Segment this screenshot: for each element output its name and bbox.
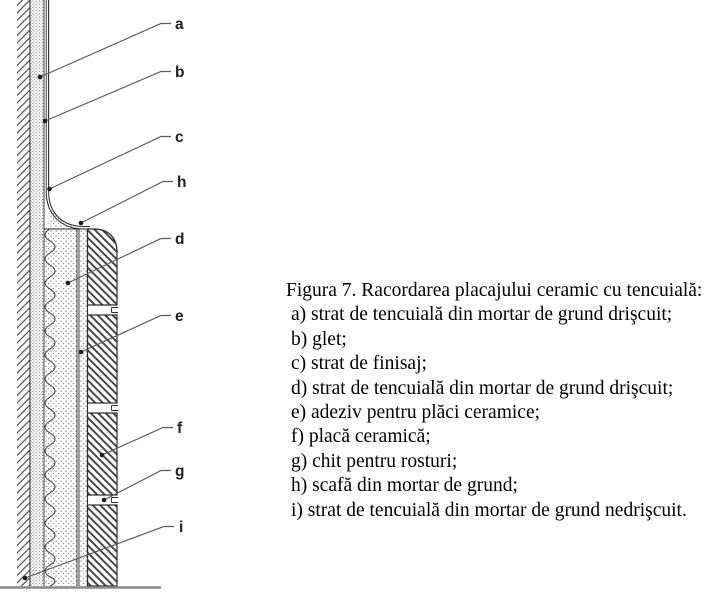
grout-joint-2: [112, 406, 119, 411]
legend-item-h: h) scafă din mortar de grund;: [291, 475, 518, 497]
legend-item-f: f) placă ceramică;: [291, 426, 431, 448]
legend-item-i: i) strat de tencuială din mortar de grund nedrişcuit.: [291, 499, 687, 521]
layer-e-adhesive: [79, 229, 88, 586]
legend-item-a: a) strat de tencuială din mortar de grund drişcuit;: [291, 304, 673, 326]
callout-letters: [175, 16, 186, 536]
figure-title: Figura 7. Racordarea placajului ceramic cu tencuială:: [286, 280, 703, 301]
leader-line-c: [50, 137, 172, 190]
callout-h: h: [177, 174, 187, 191]
grout-joint-3: [112, 498, 119, 503]
callout-g: g: [175, 463, 185, 480]
leader-dot-g: [102, 498, 107, 503]
leader-dot-d: [66, 281, 71, 286]
legend-item-d: d) strat de tencuială din mortar de grund drişcuit;: [291, 377, 674, 399]
leader-line-a: [40, 24, 171, 78]
legend-item-g: g) chit pentru rosturi;: [291, 450, 458, 472]
ceramic-tiles: [88, 229, 119, 586]
callout-a: a: [175, 16, 184, 33]
legend-item-b: b) glet;: [291, 328, 347, 350]
leader-dot-a: [38, 75, 43, 80]
leader-dot-b: [43, 119, 48, 124]
layer-base-plaster: [30, 0, 44, 586]
callout-e: e: [175, 308, 184, 325]
legend-item-c: c) strat de finisaj;: [291, 353, 427, 375]
callout-f: f: [177, 420, 183, 437]
leader-dot-i: [23, 576, 28, 581]
figure-caption: [286, 279, 728, 523]
callout-d: d: [175, 231, 185, 248]
callout-c: c: [175, 129, 184, 146]
callout-b: b: [175, 64, 185, 81]
leader-dot-h: [79, 221, 84, 226]
wall-section-diagram: [0, 0, 250, 592]
tile-2: [88, 315, 118, 403]
masonry-wall: [17, 0, 30, 586]
legend-item-e: e) adeziv pentru plăci ceramice;: [291, 402, 541, 424]
leader-dot-e: [79, 350, 84, 355]
leader-dot-f: [100, 453, 105, 458]
grout-joint-1: [112, 308, 119, 313]
callout-i: i: [179, 519, 184, 536]
leader-line-b: [45, 72, 171, 122]
leader-line-h: [81, 182, 173, 224]
layer-glet-finish: [46, 0, 48, 191]
leader-dot-c: [47, 187, 52, 192]
scafa-cove: [46, 191, 90, 229]
